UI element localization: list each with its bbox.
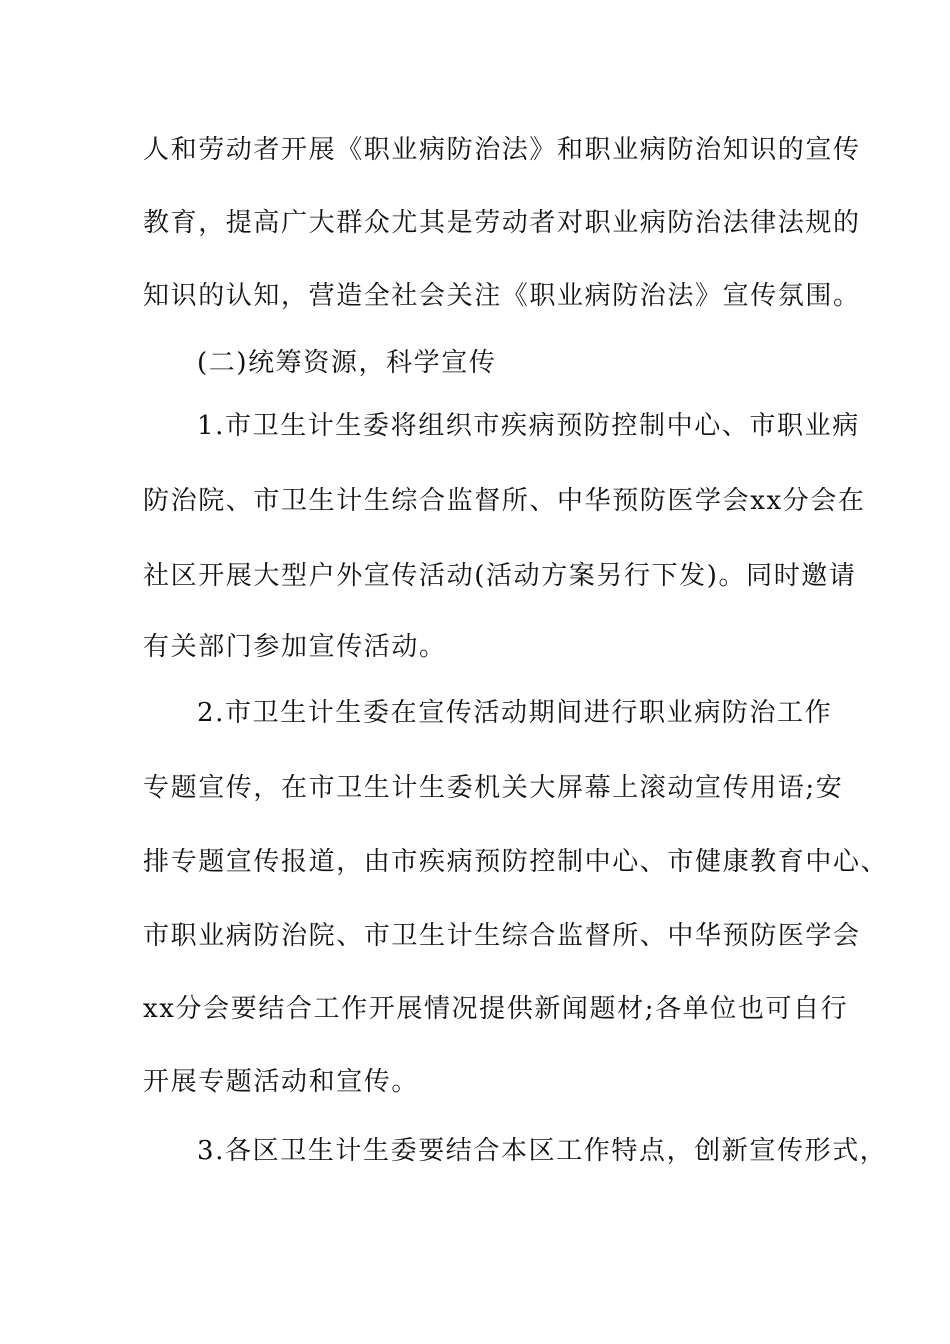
paragraph-line: 开展专题活动和宣传。 — [143, 1067, 420, 1097]
paragraph-line: 知识的认知，营造全社会关注《职业病防治法》宣传氛围。 — [143, 281, 861, 311]
paragraph-line: 教育，提高广大群众尤其是劳动者对职业病防治法律法规的 — [143, 208, 861, 238]
paragraph-line: xx分会要结合工作开展情况提供新闻题材;各单位也可自行 — [143, 994, 849, 1024]
paragraph-line: 市职业病防治院、市卫生计生综合监督所、中华预防医学会 — [143, 921, 861, 951]
paragraph-line: 排专题宣传报道，由市疾病预防控制中心、市健康教育中心、 — [143, 847, 889, 877]
paragraph-line: 3.各区卫生计生委要结合本区工作特点，创新宣传形式， — [197, 1136, 888, 1166]
paragraph-line: 专题宣传，在市卫生计生委机关大屏幕上滚动宣传用语;安 — [143, 773, 844, 803]
paragraph-line: 1.市卫生计生委将组织市疾病预防控制中心、市职业病 — [197, 411, 860, 441]
paragraph-line: 2.市卫生计生委在宣传活动期间进行职业病防治工作 — [197, 698, 833, 728]
paragraph-line: 有关部门参加宣传活动。 — [143, 632, 447, 662]
paragraph-line: 人和劳动者开展《职业病防治法》和职业病防治知识的宣传 — [143, 135, 861, 165]
paragraph-line: 社区开展大型户外宣传活动(活动方案另行下发)。同时邀请 — [143, 561, 857, 591]
paragraph-line: 防治院、市卫生计生综合监督所、中华预防医学会xx分会在 — [143, 486, 866, 516]
section-heading: (二)统筹资源，科学宣传 — [197, 348, 497, 378]
